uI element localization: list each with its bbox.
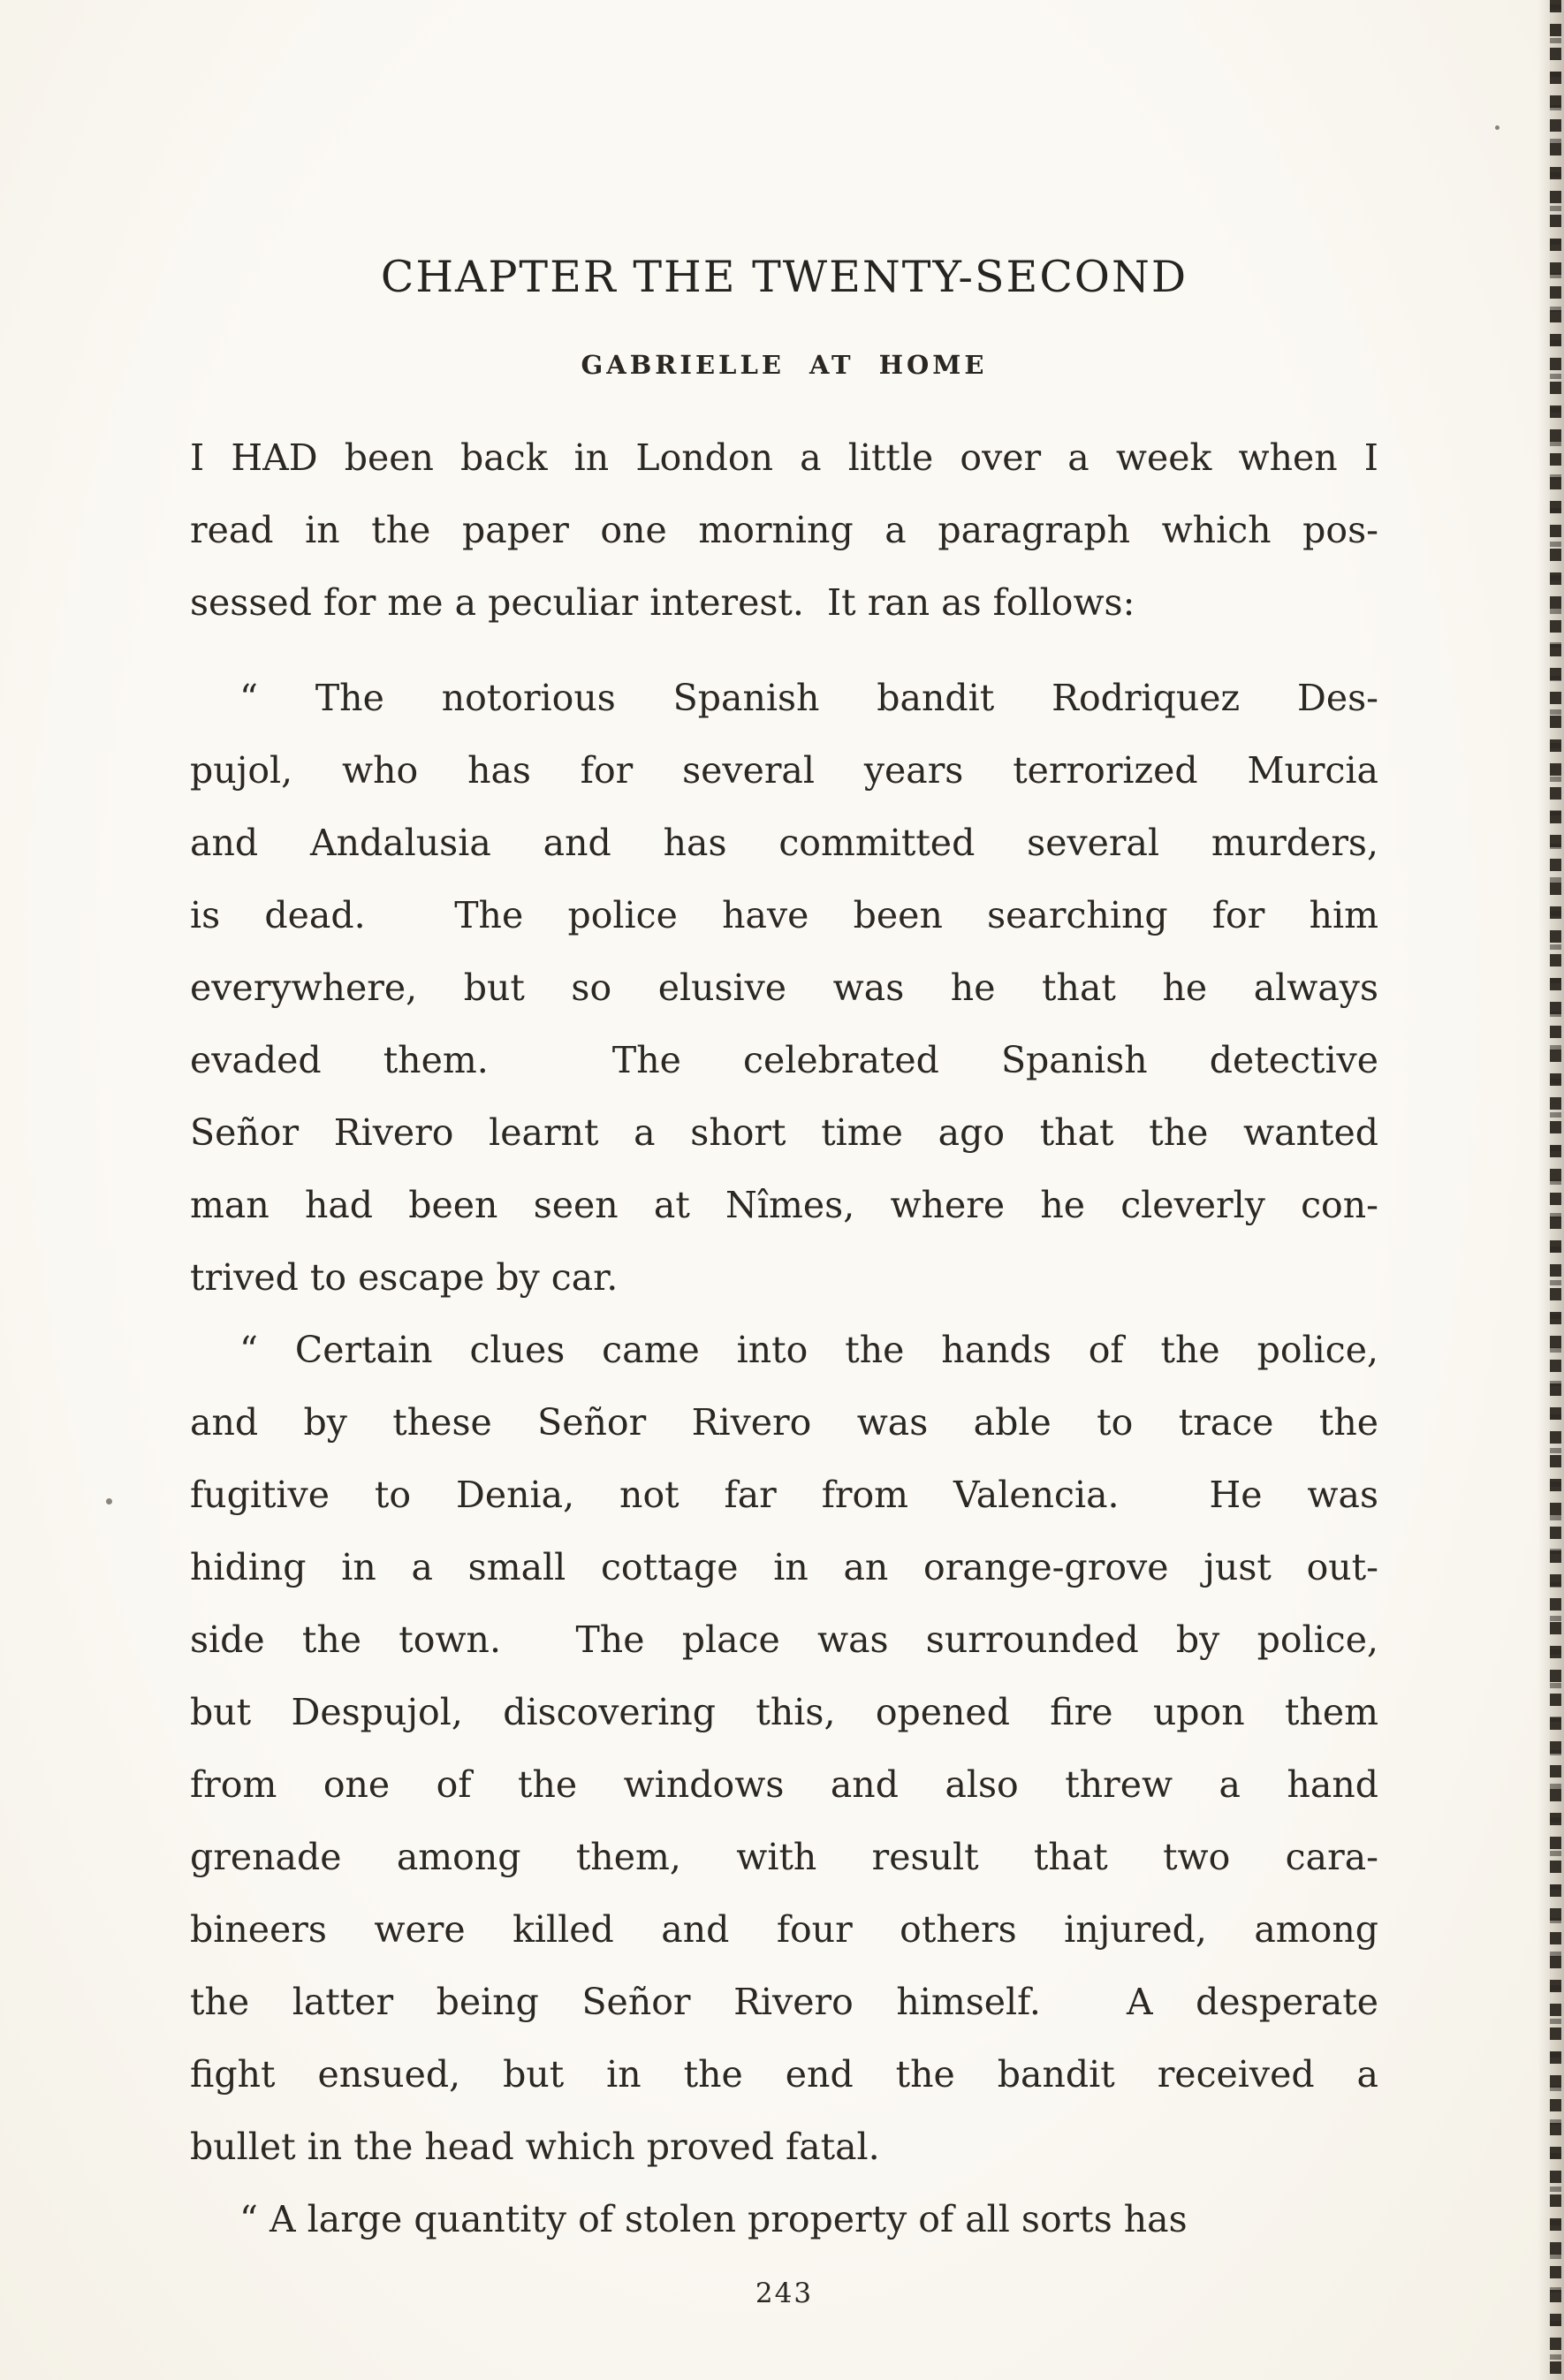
scan-edge-dashes (1550, 0, 1561, 2380)
ink-speck (106, 1498, 112, 1505)
page-content (190, 0, 1378, 2255)
text-line: fight ensued, but in the end the bandit received a (190, 2053, 1378, 2096)
paragraph (190, 2183, 1378, 2255)
text-line: and by these Señor Rivero was able to trace the (190, 1401, 1378, 1444)
ink-speck (1495, 125, 1499, 130)
text-line: “ The notorious Spanish bandit Rodriquez Des- (239, 677, 1378, 719)
chapter-subtitle: GABRIELLE AT HOME (581, 350, 988, 380)
text-line: “ A large quantity of stolen property of all sorts has (239, 2198, 1188, 2240)
text-line: Señor Rivero learnt a short time ago that the wanted (190, 1111, 1378, 1154)
scan-edge-artifact (1537, 0, 1564, 2380)
text-line: trived to escape by car. (190, 1256, 619, 1299)
text-line: sessed for me a peculiar interest. It ran as follows: (190, 581, 1135, 624)
chapter-title: CHAPTER THE TWENTY-SECOND (380, 252, 1188, 302)
text-line: hiding in a small cottage in an orange-grove just out- (190, 1546, 1378, 1588)
text-line: but Despujol, discovering this, opened fire upon them (190, 1691, 1378, 1733)
text-line: and Andalusia and has committed several murders, (190, 822, 1378, 864)
text-line: the latter being Señor Rivero himself. A desperate (190, 1981, 1378, 2023)
text-line: I HAD been back in London a little over a week when I (190, 436, 1378, 479)
text-line: “ Certain clues came into the hands of the police, (239, 1329, 1378, 1371)
text-block (190, 421, 1378, 2255)
text-line: bullet in the head which proved fatal. (190, 2126, 880, 2168)
paragraph (190, 662, 1378, 1314)
text-line: man had been seen at Nîmes, where he cleverly con- (190, 1184, 1378, 1226)
text-line: bineers were killed and four others injured, among (190, 1908, 1378, 1951)
page-number: 243 (755, 2278, 814, 2309)
text-line: is dead. The police have been searching for him (190, 894, 1378, 936)
text-line: side the town. The place was surrounded by police, (190, 1618, 1378, 1661)
paragraph (190, 1314, 1378, 2183)
text-line: fugitive to Denia, not far from Valencia. He was (190, 1474, 1378, 1516)
text-line: read in the paper one morning a paragraph which pos- (190, 509, 1378, 551)
text-line: everywhere, but so elusive was he that he always (190, 966, 1378, 1009)
text-line: pujol, who has for several years terrorized Murcia (190, 749, 1378, 792)
text-line: evaded them. The celebrated Spanish detective (190, 1039, 1378, 1081)
paragraph (190, 421, 1378, 639)
text-line: from one of the windows and also threw a hand (190, 1763, 1378, 1806)
text-line: grenade among them, with result that two cara- (190, 1836, 1378, 1878)
